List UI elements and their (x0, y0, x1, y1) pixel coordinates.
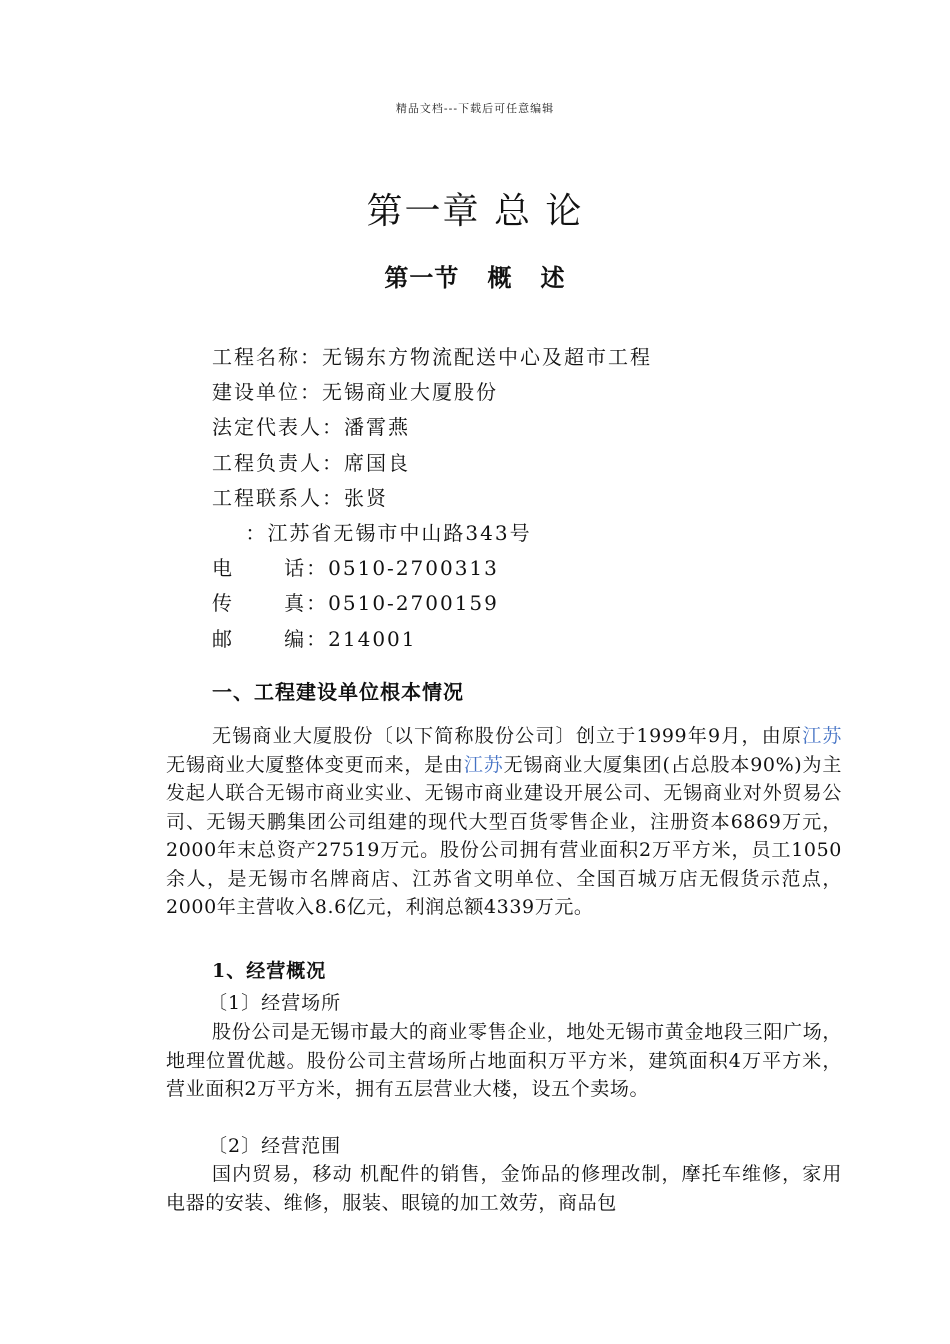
info-label: 工程负责人： (212, 450, 344, 475)
chapter-title: 第一章 总 论 (366, 191, 584, 232)
info-label: 建设单位： (212, 380, 322, 405)
info-value: 张贤 (344, 485, 388, 510)
info-label: 电 话： (212, 556, 329, 581)
info-row-phone (212, 553, 852, 588)
info-value: 江苏省无锡市中山路343号 (267, 520, 532, 545)
item-label-premises: 〔1〕经营场所 (208, 992, 342, 1014)
info-row-legal-representative (212, 412, 852, 447)
info-value: 0510-2700159 (328, 591, 499, 616)
info-label: 工程联系人： (212, 485, 344, 510)
info-label: 法定代表人： (212, 415, 344, 440)
info-row-fax (212, 588, 852, 623)
info-label: 传 真： (212, 591, 329, 616)
section-title: 第一节 概 述 (384, 264, 566, 292)
page-header: 精品文档---下载后可任意编辑 (395, 102, 555, 115)
paragraph-text: 无锡商业大厦集团(占总股本90%)为主发起人联合无锡市商业实业、无锡市商业建设开展公司、无锡商业对外贸易公司、无锡天鹏集团公司组建的现代大型百货零售企业，注册资本6869万元，2000年末总资产27519万元。股份公司拥有营业面积2万平方米，员工1050余人，是无锡市名牌商店、江苏省文明单位、全国百城万店无假货示范点，2000年主营收入8.6亿元，利润总额4339万元。 (166, 753, 842, 918)
info-value: 无锡商业大厦股份 (322, 380, 498, 405)
info-label: 邮 编： (212, 626, 329, 651)
info-row-address (212, 518, 852, 553)
info-row-postcode (212, 624, 852, 659)
info-value: 无锡东方物流配送中心及超市工程 (322, 345, 652, 369)
highlight-link[interactable]: 江苏 (463, 753, 504, 776)
info-label: ： (212, 520, 268, 545)
info-row-project-contact (212, 483, 852, 518)
paragraph-text: 无锡商业大厦股份〔以下简称股份公司〕创立于1999年9月，由原 (212, 725, 803, 747)
item-label-business-scope: 〔2〕经营范围 (208, 1135, 342, 1157)
subheading-operations: 1、经营概况 (212, 960, 327, 982)
section-heading-basic-info: 一、工程建设单位根本情况 (212, 680, 464, 704)
paragraph-text: 无锡商业大厦整体变更而来，是由 (166, 753, 464, 776)
paragraph-company-intro (166, 722, 842, 922)
info-label: 工程名称： (212, 345, 322, 369)
info-row-project-name (212, 342, 852, 377)
info-row-construction-unit (212, 377, 852, 412)
info-row-project-manager (212, 448, 852, 483)
highlight-link[interactable]: 江苏 (802, 725, 842, 747)
info-value: 潘霄燕 (344, 415, 410, 440)
info-value: 席国良 (344, 450, 410, 475)
paragraph-business-scope: 国内贸易，移动 机配件的销售，金饰品的修理改制，摩托车维修，家用电器的安装、维修，服装、眼镜的加工效劳，商品包 (166, 1163, 842, 1214)
project-info-list (212, 342, 852, 659)
info-value: 214001 (328, 626, 417, 651)
paragraph-premises: 股份公司是无锡市最大的商业零售企业，地处无锡市黄金地段三阳广场，地理位置优越。股份公司主营场所占地面积万平方米，建筑面积4万平方米，营业面积2万平方米，拥有五层营业大楼，设五个卖场。 (166, 1021, 842, 1100)
info-value: 0510-2700313 (328, 556, 499, 581)
